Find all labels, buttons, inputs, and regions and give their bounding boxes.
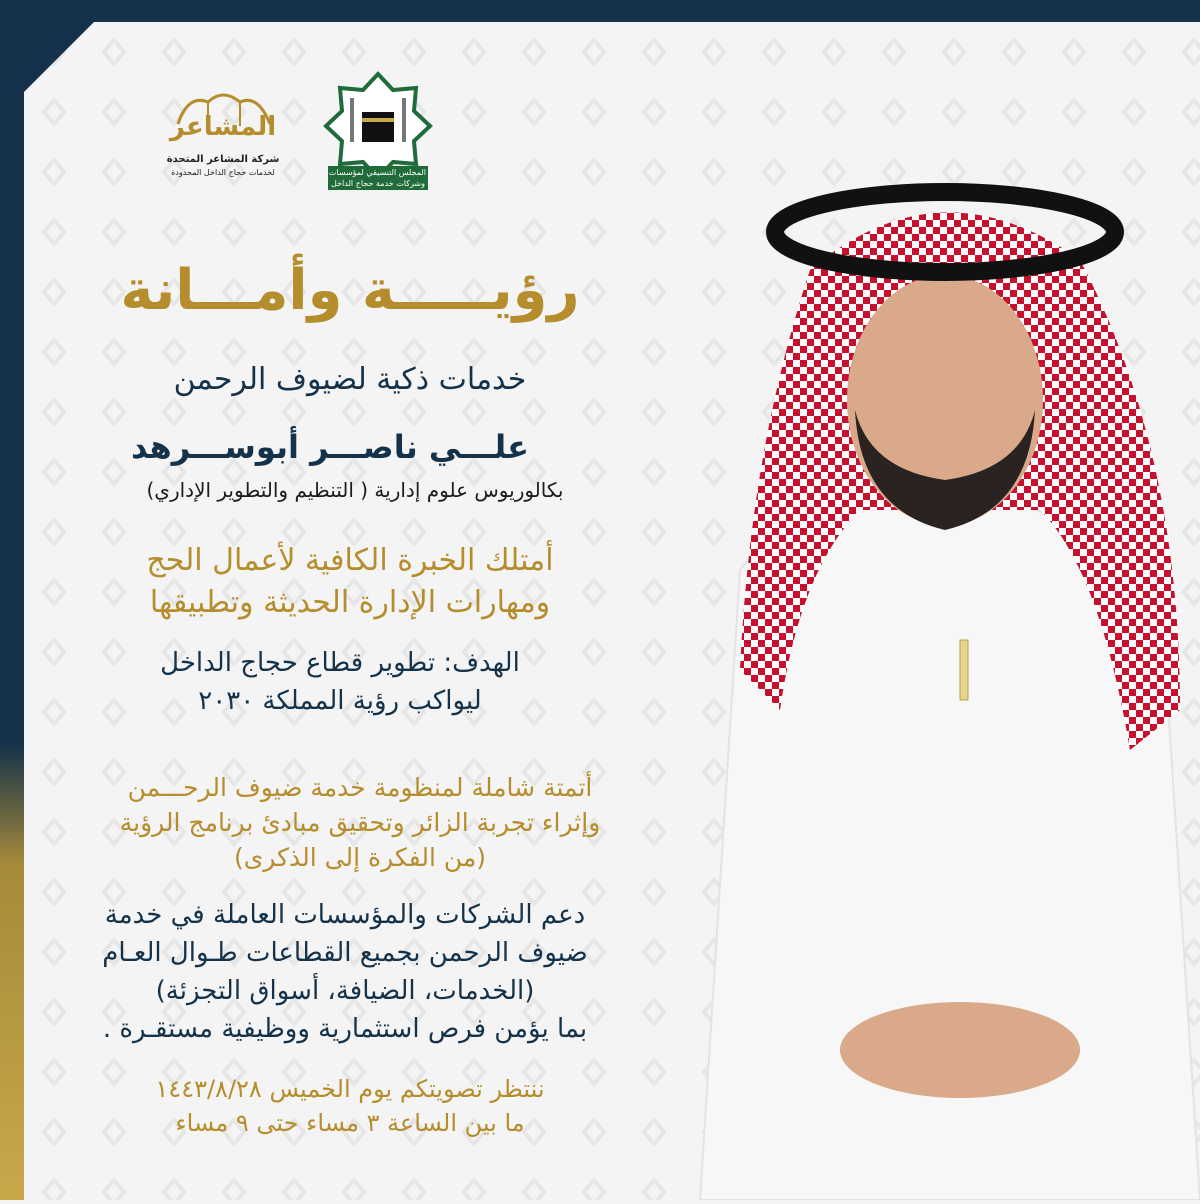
goal-block (60, 644, 620, 720)
support-line: ضيوف الرحمن بجميع القطاعات طـوال العـام (102, 938, 588, 968)
experience-line: أمتلك الخبرة الكافية لأعمال الحج (146, 543, 554, 578)
candidate-name: علـــي ناصـــر أبوســـرهد (131, 428, 529, 466)
goal-line: ليواكب رؤية المملكة ٢٠٣٠ (198, 686, 482, 716)
council-line1: المجلس التنسيقي لمؤسسات (328, 168, 426, 177)
support-line: (الخدمات، الضيافة، أسواق التجزئة) (155, 976, 535, 1006)
corner-decoration (24, 22, 94, 92)
council-line2: وشركات خدمة حجاج الداخل (331, 179, 425, 188)
top-bar (0, 0, 1200, 22)
mashaer-line2: لخدمات حجاج الداخل المحدودة (171, 168, 275, 177)
left-band (0, 0, 24, 1200)
campaign-subtitle: خدمات ذكية لضيوف الرحمن (173, 362, 527, 397)
support-line: دعم الشركات والمؤسسات العاملة في خدمة (104, 900, 586, 930)
candidate-photo (660, 150, 1200, 1200)
vote-block (60, 1072, 640, 1140)
automation-line: (من الفكرة إلى الذكرى) (233, 843, 487, 872)
mashaer-name: المشاعر (169, 112, 277, 142)
mashaer-logo (148, 84, 298, 184)
candidate-degree: بكالوريوس علوم إدارية ( التنظيم والتطوير الإداري) (146, 478, 564, 502)
support-block (30, 896, 660, 1048)
mashaer-line1: شركة المشاعر المتحدة (166, 154, 280, 165)
campaign-title: رؤيـــــة وأمـــانة (120, 258, 580, 323)
experience-line: ومهارات الإدارة الحديثة وتطبيقها (149, 585, 551, 620)
vote-line: ننتظر تصويتكم يوم الخميس ١٤٤٣/٨/٢٨ (155, 1075, 545, 1103)
council-logo-text (330, 167, 426, 189)
goal-line: الهدف: تطوير قطاع حجاج الداخل (160, 648, 520, 678)
council-logo (318, 70, 438, 192)
vote-line: ما بين الساعة ٣ مساء حتى ٩ مساء (175, 1109, 525, 1137)
automation-block (60, 770, 660, 875)
support-line: بما يؤمن فرص استثمارية ووظيفية مستقـرة . (102, 1014, 588, 1044)
automation-line: وإثراء تجربة الزائر وتحقيق مبادئ برنامج الرؤية (119, 808, 601, 837)
experience-block (60, 540, 640, 624)
automation-line: أتمتة شاملة لمنظومة خدمة ضيوف الرحـــمن (127, 773, 593, 802)
